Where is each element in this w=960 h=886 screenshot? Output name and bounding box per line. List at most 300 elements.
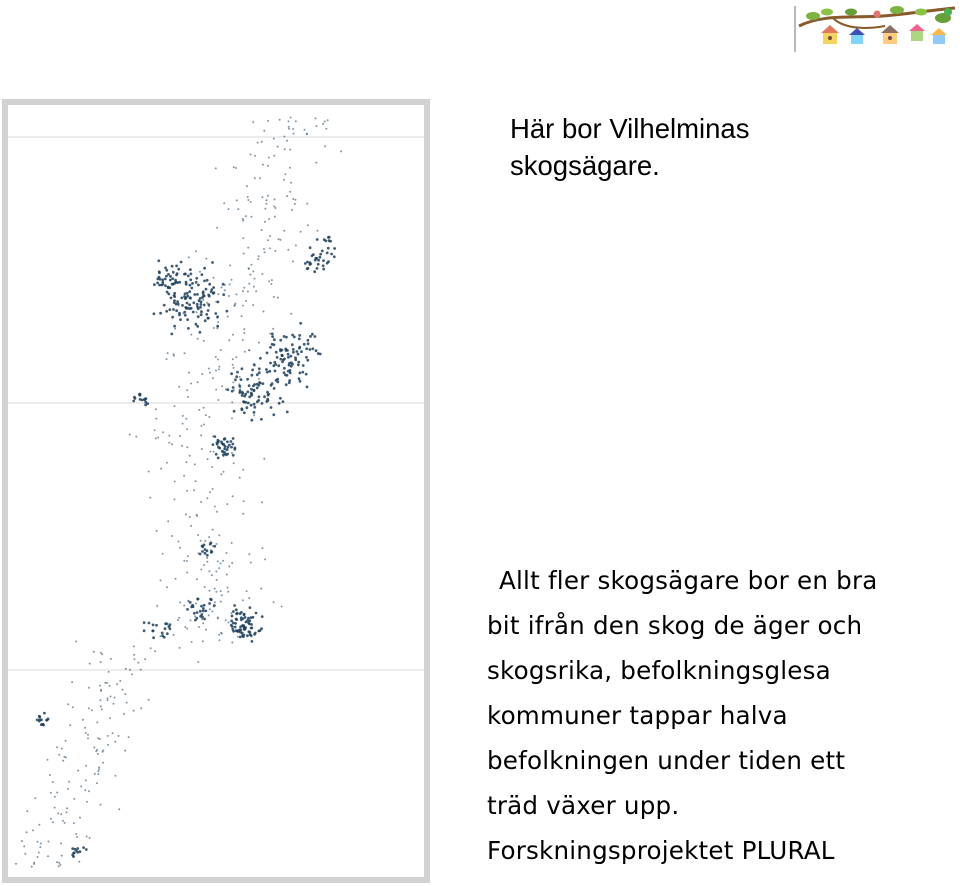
map-dot bbox=[76, 836, 78, 838]
map-dot bbox=[167, 293, 170, 296]
map-dot bbox=[166, 462, 168, 464]
map-dot bbox=[288, 126, 290, 128]
map-dot bbox=[38, 716, 41, 719]
map-dot bbox=[189, 619, 191, 621]
map-dot bbox=[164, 627, 167, 630]
map-dot bbox=[54, 796, 56, 798]
map-dot bbox=[250, 634, 253, 637]
map-dot bbox=[293, 133, 295, 135]
map-dot bbox=[199, 331, 202, 334]
map-dot bbox=[67, 703, 69, 705]
map-dot bbox=[163, 304, 166, 307]
map-dot bbox=[34, 797, 36, 799]
map-dot bbox=[306, 133, 308, 135]
map-dot bbox=[139, 394, 142, 397]
map-dot bbox=[250, 264, 252, 266]
map-dot bbox=[192, 311, 195, 314]
map-dot bbox=[155, 418, 157, 420]
map-dot bbox=[195, 250, 197, 252]
map-dot bbox=[261, 141, 263, 143]
map-dot bbox=[315, 125, 317, 127]
map-dot bbox=[204, 552, 207, 555]
map-dot bbox=[155, 408, 157, 410]
map-dot bbox=[231, 628, 234, 631]
map-dot bbox=[265, 199, 267, 201]
map-dot bbox=[239, 625, 242, 628]
map-dot bbox=[137, 662, 139, 664]
map-dot bbox=[204, 610, 207, 613]
map-dot bbox=[231, 452, 233, 454]
map-dot bbox=[182, 423, 184, 425]
map-dot bbox=[212, 488, 214, 490]
map-dot bbox=[208, 305, 210, 307]
map-dot bbox=[171, 316, 174, 319]
map-dot bbox=[283, 358, 286, 361]
map-dot bbox=[264, 558, 266, 560]
map-dot bbox=[201, 296, 204, 299]
map-dot bbox=[156, 605, 158, 607]
body-line: träd växer upp. bbox=[487, 791, 680, 820]
map-dot bbox=[218, 534, 220, 536]
map-dot bbox=[242, 624, 245, 627]
map-dot bbox=[257, 258, 259, 260]
map-dot bbox=[114, 697, 116, 699]
map-dot bbox=[319, 253, 322, 256]
map-dot bbox=[178, 314, 181, 317]
map-dot bbox=[281, 360, 284, 363]
map-dot bbox=[116, 683, 118, 685]
map-dot bbox=[277, 364, 280, 367]
map-dot bbox=[261, 547, 263, 549]
map-gridlines bbox=[8, 137, 424, 670]
map-dot bbox=[220, 590, 222, 592]
map-dot bbox=[197, 338, 199, 340]
map-dot bbox=[289, 167, 291, 169]
map-dot bbox=[235, 618, 238, 621]
map-dot bbox=[292, 351, 295, 354]
map-dot bbox=[156, 282, 159, 285]
map-dot bbox=[227, 316, 229, 318]
map-dot bbox=[205, 288, 208, 291]
map-dot bbox=[226, 448, 229, 451]
map-dot bbox=[311, 347, 314, 350]
map-dot bbox=[198, 626, 200, 628]
map-dot bbox=[273, 601, 275, 603]
map-dot bbox=[269, 333, 271, 335]
map-dot bbox=[200, 434, 202, 436]
map-dot bbox=[243, 287, 245, 289]
map-dot bbox=[71, 854, 74, 857]
map-dot bbox=[179, 318, 182, 321]
map-dot bbox=[49, 774, 51, 776]
map-dot bbox=[62, 760, 64, 762]
map-dot bbox=[209, 451, 211, 453]
map-dot bbox=[131, 673, 133, 675]
map-dot bbox=[37, 841, 39, 843]
map-dot bbox=[243, 613, 246, 616]
map-dot bbox=[175, 309, 178, 312]
map-dot bbox=[250, 404, 253, 407]
map-dot bbox=[327, 260, 330, 263]
map-dot bbox=[203, 424, 205, 426]
map-dot bbox=[321, 250, 324, 253]
map-dot bbox=[256, 400, 259, 403]
map-dot bbox=[215, 301, 217, 303]
map-dot bbox=[247, 621, 250, 624]
map-dot bbox=[152, 630, 155, 633]
map-dot bbox=[230, 440, 233, 443]
map-dot bbox=[152, 636, 155, 639]
map-dot bbox=[160, 468, 162, 470]
map-dot bbox=[50, 818, 52, 820]
map-dot bbox=[232, 358, 234, 360]
map-dot bbox=[327, 119, 329, 121]
map-dot bbox=[290, 182, 292, 184]
map-dot bbox=[232, 386, 235, 389]
map-dot bbox=[211, 261, 214, 264]
map-dot bbox=[80, 785, 82, 787]
map-dot bbox=[261, 402, 264, 405]
map-dot bbox=[188, 372, 190, 374]
map-dot bbox=[47, 759, 49, 761]
map-dot bbox=[226, 552, 228, 554]
map-dot bbox=[178, 305, 180, 307]
map-dot bbox=[89, 663, 91, 665]
map-dot bbox=[123, 713, 125, 715]
map-dot bbox=[195, 277, 198, 280]
map-dot bbox=[242, 218, 244, 220]
map-dot bbox=[226, 453, 229, 456]
map-dot bbox=[198, 409, 200, 411]
map-dot bbox=[184, 626, 186, 628]
map-dot bbox=[162, 553, 164, 555]
map-dot bbox=[208, 602, 211, 605]
map-dot bbox=[233, 166, 235, 168]
map-dot bbox=[150, 647, 152, 649]
map-dot bbox=[273, 296, 275, 298]
map-dot bbox=[315, 257, 318, 260]
map-dot bbox=[58, 865, 60, 867]
map-dot bbox=[233, 410, 236, 413]
map-dot bbox=[194, 463, 196, 465]
map-dot bbox=[239, 612, 242, 615]
map-dot bbox=[263, 311, 265, 313]
map-dot bbox=[299, 372, 302, 375]
map-dot bbox=[192, 301, 195, 304]
map-dot bbox=[155, 624, 158, 627]
map-dot bbox=[144, 401, 147, 404]
map-dot bbox=[203, 618, 206, 621]
map-dot bbox=[229, 283, 231, 285]
map-dot bbox=[244, 393, 247, 396]
map-dot bbox=[174, 481, 176, 483]
map-dot bbox=[69, 724, 71, 726]
map-dot bbox=[299, 322, 302, 325]
map-dot bbox=[179, 647, 181, 649]
map-dot bbox=[295, 244, 297, 246]
map-dot bbox=[235, 356, 237, 358]
map-dot bbox=[202, 299, 204, 301]
map-dot bbox=[215, 571, 217, 573]
map-dot bbox=[96, 749, 98, 751]
map-dot bbox=[221, 442, 224, 445]
map-dot bbox=[66, 811, 68, 813]
map-dot bbox=[292, 128, 294, 130]
map-dot bbox=[169, 279, 172, 282]
map-dot bbox=[305, 373, 308, 376]
map-dot bbox=[258, 255, 260, 257]
map-dot bbox=[60, 843, 62, 845]
map-dot bbox=[287, 249, 289, 251]
map-dot bbox=[253, 633, 256, 636]
map-dot bbox=[202, 607, 205, 610]
map-dot bbox=[223, 202, 225, 204]
map-dot bbox=[242, 513, 244, 515]
map-dot bbox=[207, 309, 210, 312]
map-dot bbox=[257, 142, 259, 144]
map-dot bbox=[60, 813, 62, 815]
map-dot bbox=[244, 351, 246, 353]
map-dot bbox=[133, 658, 135, 660]
map-dot bbox=[97, 753, 99, 755]
map-dot bbox=[128, 736, 130, 738]
map-dot bbox=[277, 146, 279, 148]
map-dot bbox=[232, 334, 234, 336]
map-dot bbox=[171, 265, 174, 268]
map-dot bbox=[206, 302, 208, 304]
map-dot bbox=[76, 851, 79, 854]
map-dot bbox=[200, 501, 202, 503]
map-dot bbox=[203, 544, 206, 547]
map-dot bbox=[133, 654, 135, 656]
map-dot bbox=[133, 396, 136, 399]
map-dot bbox=[233, 367, 235, 369]
map-dot bbox=[175, 274, 178, 277]
map-dot bbox=[234, 304, 236, 306]
map-dot bbox=[100, 690, 102, 692]
map-dot bbox=[266, 352, 269, 355]
map-dot bbox=[200, 301, 203, 304]
map-dot bbox=[169, 275, 172, 278]
map-dot bbox=[242, 339, 244, 341]
map-dot bbox=[190, 383, 192, 385]
map-dot bbox=[107, 699, 109, 701]
map-dot bbox=[274, 370, 277, 373]
map-dot bbox=[107, 697, 109, 699]
map-dot bbox=[235, 167, 237, 169]
map-dot bbox=[228, 622, 230, 624]
map-dot bbox=[99, 685, 101, 687]
map-dot bbox=[239, 631, 242, 634]
map-dot bbox=[48, 841, 50, 843]
map-dot bbox=[247, 291, 249, 293]
map-dot bbox=[275, 351, 278, 354]
map-dot bbox=[174, 405, 176, 407]
body-line: befolkningen under tiden ett bbox=[487, 746, 846, 775]
map-dot bbox=[167, 352, 169, 354]
map-dot bbox=[114, 741, 116, 743]
map-dot bbox=[188, 290, 191, 293]
map-dot bbox=[231, 562, 233, 564]
map-dot bbox=[179, 601, 181, 603]
map-dot bbox=[196, 293, 199, 296]
map-dot bbox=[239, 376, 241, 378]
map-dot bbox=[187, 327, 190, 330]
map-dot bbox=[251, 369, 254, 372]
map-dot bbox=[279, 348, 282, 351]
map-dot bbox=[186, 318, 189, 321]
map-dot bbox=[299, 380, 302, 383]
map-dot bbox=[242, 305, 244, 307]
body-line: skogsrika, befolkningsglesa bbox=[487, 656, 831, 685]
map-dot bbox=[184, 306, 187, 309]
map-dot bbox=[165, 275, 168, 278]
map-dot bbox=[271, 382, 274, 385]
map-dot bbox=[213, 291, 216, 294]
map-dot bbox=[97, 773, 99, 775]
map-dot bbox=[175, 281, 178, 284]
map-dot bbox=[96, 782, 98, 784]
map-dot bbox=[186, 461, 188, 463]
map-dot bbox=[239, 628, 242, 631]
map-dot bbox=[208, 614, 210, 616]
map-dot bbox=[88, 687, 90, 689]
map-dot bbox=[212, 435, 214, 437]
map-dot bbox=[242, 617, 245, 620]
map-dot bbox=[255, 612, 258, 615]
map-dot bbox=[261, 501, 263, 503]
map-dot bbox=[181, 445, 183, 447]
map-dot bbox=[340, 150, 342, 152]
map-dot bbox=[177, 619, 179, 621]
map-dot bbox=[24, 853, 26, 855]
map-dot bbox=[220, 601, 222, 603]
map-dot bbox=[251, 640, 254, 643]
map-dot bbox=[215, 453, 218, 456]
map-dot bbox=[212, 529, 214, 531]
map-dot bbox=[229, 265, 231, 267]
map-dot bbox=[160, 635, 162, 637]
map-dot bbox=[265, 368, 268, 371]
map-dot bbox=[227, 591, 229, 593]
map-dot bbox=[221, 385, 223, 387]
map-dot bbox=[168, 442, 170, 444]
map-dot bbox=[201, 618, 203, 620]
map-dot bbox=[246, 378, 249, 381]
map-dot bbox=[267, 120, 269, 122]
map-dot bbox=[218, 567, 220, 569]
map-dot bbox=[124, 750, 126, 752]
map-dot bbox=[197, 315, 200, 318]
map-dot bbox=[189, 455, 191, 457]
map-dot bbox=[185, 418, 187, 420]
map-dot bbox=[212, 443, 215, 446]
map-dot bbox=[268, 157, 270, 159]
map-dot bbox=[273, 361, 276, 364]
map-dot bbox=[232, 381, 234, 383]
map-dot bbox=[210, 551, 213, 554]
map-dot bbox=[206, 554, 209, 557]
map-dot bbox=[283, 367, 286, 370]
map-dot bbox=[188, 256, 190, 258]
map-dot bbox=[222, 293, 225, 296]
map-dot bbox=[231, 642, 233, 644]
map-dot bbox=[204, 586, 206, 588]
map-dot bbox=[238, 391, 241, 394]
body-paragraph bbox=[487, 558, 957, 873]
map-dot bbox=[171, 443, 173, 445]
map-dot bbox=[72, 706, 74, 708]
map-dot bbox=[38, 852, 40, 854]
map-dot bbox=[209, 491, 211, 493]
map-dot bbox=[213, 277, 215, 279]
map-dot bbox=[252, 121, 254, 123]
map-dot bbox=[243, 634, 246, 637]
map-dot bbox=[178, 617, 180, 619]
map-dot bbox=[243, 628, 246, 631]
map-dot bbox=[216, 327, 218, 329]
map-dot bbox=[210, 549, 212, 551]
map-dot bbox=[205, 313, 208, 316]
map-dot bbox=[309, 348, 312, 351]
map-dot bbox=[237, 208, 239, 210]
map-dot bbox=[209, 590, 211, 592]
map-dot bbox=[208, 368, 210, 370]
map-dot bbox=[129, 669, 131, 671]
map-dot bbox=[65, 740, 67, 742]
map-dot bbox=[185, 283, 188, 286]
map-dot bbox=[79, 817, 81, 819]
map-dot bbox=[193, 293, 196, 296]
map-dot bbox=[253, 286, 255, 288]
map-dot bbox=[212, 377, 214, 379]
map-dot bbox=[298, 377, 301, 380]
map-dot bbox=[247, 199, 249, 201]
map-dot bbox=[287, 353, 290, 356]
map-dot bbox=[289, 369, 292, 372]
map-dot bbox=[175, 578, 177, 580]
map-dot bbox=[276, 381, 279, 384]
map-dot bbox=[185, 513, 187, 515]
map-dot bbox=[283, 230, 285, 232]
map-dot bbox=[250, 562, 252, 564]
map-dot bbox=[253, 411, 256, 414]
map-dot bbox=[235, 293, 237, 295]
map-dot bbox=[155, 437, 157, 439]
map-dot bbox=[101, 653, 103, 655]
map-dot bbox=[248, 553, 250, 555]
map-dot bbox=[279, 358, 282, 361]
map-dot bbox=[258, 342, 260, 344]
map-dot bbox=[191, 641, 193, 643]
map-dot bbox=[204, 319, 207, 322]
map-dot bbox=[208, 416, 210, 418]
map-dot bbox=[251, 216, 253, 218]
map-dot bbox=[203, 340, 205, 342]
map-dot bbox=[315, 162, 317, 164]
map-dot bbox=[266, 391, 269, 394]
map-dot bbox=[200, 310, 202, 312]
map-dot bbox=[267, 394, 270, 397]
map-dot bbox=[279, 119, 281, 121]
map-dot bbox=[236, 199, 238, 201]
map-dot bbox=[224, 289, 226, 291]
map-dot bbox=[231, 542, 233, 544]
map-dot bbox=[172, 271, 175, 274]
map-dot bbox=[153, 312, 156, 315]
map-dot bbox=[183, 273, 186, 276]
map-dot bbox=[245, 300, 247, 302]
